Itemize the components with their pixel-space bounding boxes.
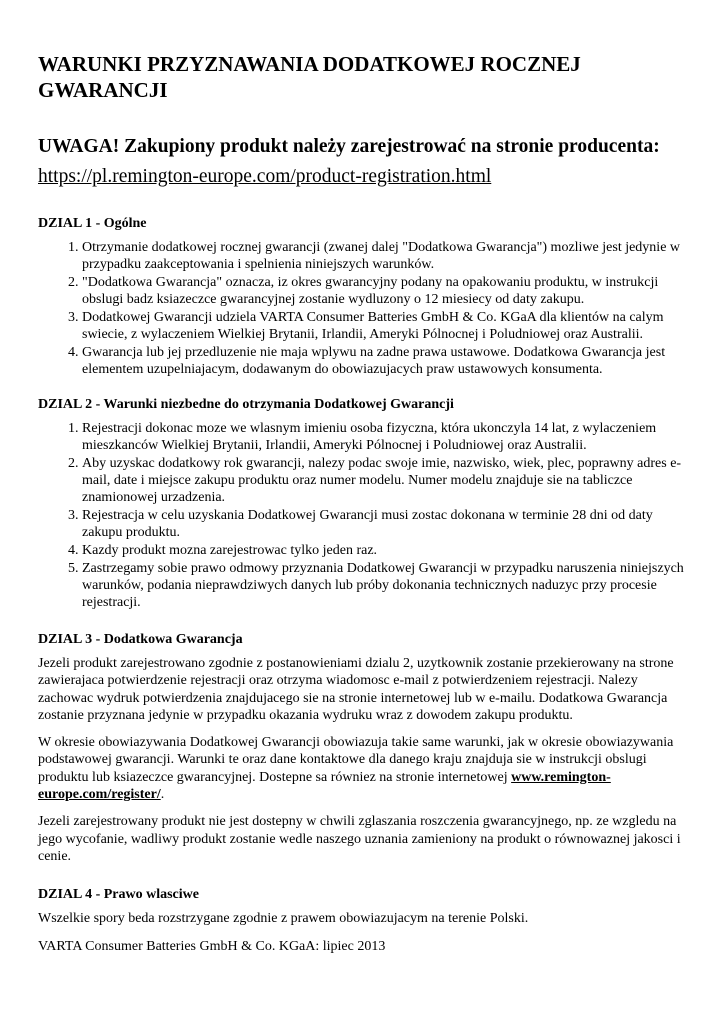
section-2-list xyxy=(38,420,688,611)
list-item: 4. Kazdy produkt mozna zarejestrowac tylko jeden raz. xyxy=(82,542,688,559)
paragraph-text: W okresie obowiazywania Dodatkowej Gwarancji obowiazuja takie same warunki, jak w okresie obowiazywania podstawowej gwarancji. Warunki te oraz dane kontaktowe dla danego kraju znajduja sie w instrukcji obslugi produktu lub ksiazeczce gwarancyjnej. Dostepne sa równiez na stronie internetowej xyxy=(38,735,674,785)
list-item: 2. "Dodatkowa Gwarancja" oznacza, iz okres gwarancyjny podany na opakowaniu produktu, w instrukcji obslugi badz ksiazeczce gwarancyjnej zostanie wydluzony o 12 miesiecy od daty zakupu. xyxy=(82,274,688,308)
section-3-heading: DZIAL 3 - Dodatkowa Gwarancja xyxy=(38,632,243,647)
list-item: 1. Otrzymanie dodatkowej rocznej gwarancji (zwanej dalej "Dodatkowa Gwarancja") mozliwe jest jedynie w przypadku zaakceptowania i spelnienia niniejszych warunków. xyxy=(82,239,688,273)
list-item: 5. Zastrzegamy sobie prawo odmowy przyznania Dodatkowej Gwarancji w przypadku naruszenia niniejszych warunków, podania nieprawdziwych danych lub próby dokonania technicznych naduzyc przy procesie rejestracji. xyxy=(82,560,688,611)
register-link[interactable]: www.remington-europe.com/register/ xyxy=(38,769,611,803)
document-title: WARUNKI PRZYZNAWANIA DODATKOWEJ ROCZNEJ GWARANCJI xyxy=(38,52,581,102)
registration-notice: UWAGA! Zakupiony produkt należy zarejestrować na stronie producenta: xyxy=(38,136,660,157)
section-4 xyxy=(38,886,688,955)
section-1 xyxy=(38,215,688,378)
list-item: 4. Gwarancja lub jej przedluzenie nie maja wplywu na zadne prawa ustawowe. Dodatkowa Gwarancja jest elementem uzupelniajacym, dodawanym do obowiazujacych praw ustawowych konsumenta. xyxy=(82,344,688,378)
list-item: 1. Rejestracji dokonac moze we wlasnym imieniu osoba fizyczna, która ukonczyla 14 lat, z wylaczeniem mieszkanców Wielkiej Brytanii, Irlandii, Ameryki Pólnocnej i Poludniowej oraz Australii. xyxy=(82,420,688,454)
section-3-paragraph xyxy=(38,734,688,803)
section-1-list xyxy=(38,239,688,378)
list-item: 3. Rejestracja w celu uzyskania Dodatkowej Gwarancji musi zostac dokonana w terminie 28 dni od daty zakupu produktu. xyxy=(82,507,688,541)
footer-date-line: VARTA Consumer Batteries GmbH & Co. KGaA: lipiec 2013 xyxy=(38,938,386,954)
section-2-heading: DZIAL 2 - Warunki niezbedne do otrzymania Dodatkowej Gwarancji xyxy=(38,397,454,412)
section-4-paragraph: Wszelkie spory beda rozstrzygane zgodnie z prawem obowiazujacym na terenie Polski. xyxy=(38,911,529,927)
document-page xyxy=(38,51,688,955)
list-item: 3. Dodatkowej Gwarancji udziela VARTA Consumer Batteries GmbH & Co. KGaA dla klientów na calym swiecie, z wylaczeniem Wielkiej Brytanii, Irlandii, Ameryki Pólnocnej i Poludniowej oraz Australii. xyxy=(82,309,688,343)
section-3-paragraph: Jezeli zarejestrowany produkt nie jest dostepny w chwili zglaszania roszczenia gwarancyjnego, np. ze wzgledu na jego wycofanie, wadliwy produkt zostanie wedle naszego uznania zamieniony na produkt o równowaznej jakosci i cenie. xyxy=(38,814,681,864)
section-2 xyxy=(38,396,688,611)
section-1-heading: DZIAL 1 - Ogólne xyxy=(38,216,147,231)
list-item: 2. Aby uzyskac dodatkowy rok gwarancji, nalezy podac swoje imie, nazwisko, wiek, plec, poprawny adres e-mail, date i miejsce zakupu produktu oraz numer modelu. Numer modelu znajduje sie na tabliczce znamionowej urzadzenia. xyxy=(82,455,688,506)
section-4-heading: DZIAL 4 - Prawo wlasciwe xyxy=(38,887,199,903)
registration-link[interactable]: https://pl.remington-europe.com/product-registration.html xyxy=(38,166,492,187)
paragraph-end: . xyxy=(160,787,165,803)
section-3 xyxy=(38,631,688,865)
section-3-paragraph: Jezeli produkt zarejestrowano zgodnie z postanowieniami dzialu 2, uzytkownik zostanie przekierowany na strone zawierajaca potwierdzenie rejestracji oraz otrzyma wiadomosc e-mail z potwierdzeniem rejestracji. Nalezy zachowac wydruk potwierdzenia znajdujacego sie na stronie internetowej lub w e-mailu. Dodatkowa Gwarancja zostanie przyznana jedynie w przypadku okazania wydruku wraz z dowodem zakupu produktu. xyxy=(38,656,674,723)
